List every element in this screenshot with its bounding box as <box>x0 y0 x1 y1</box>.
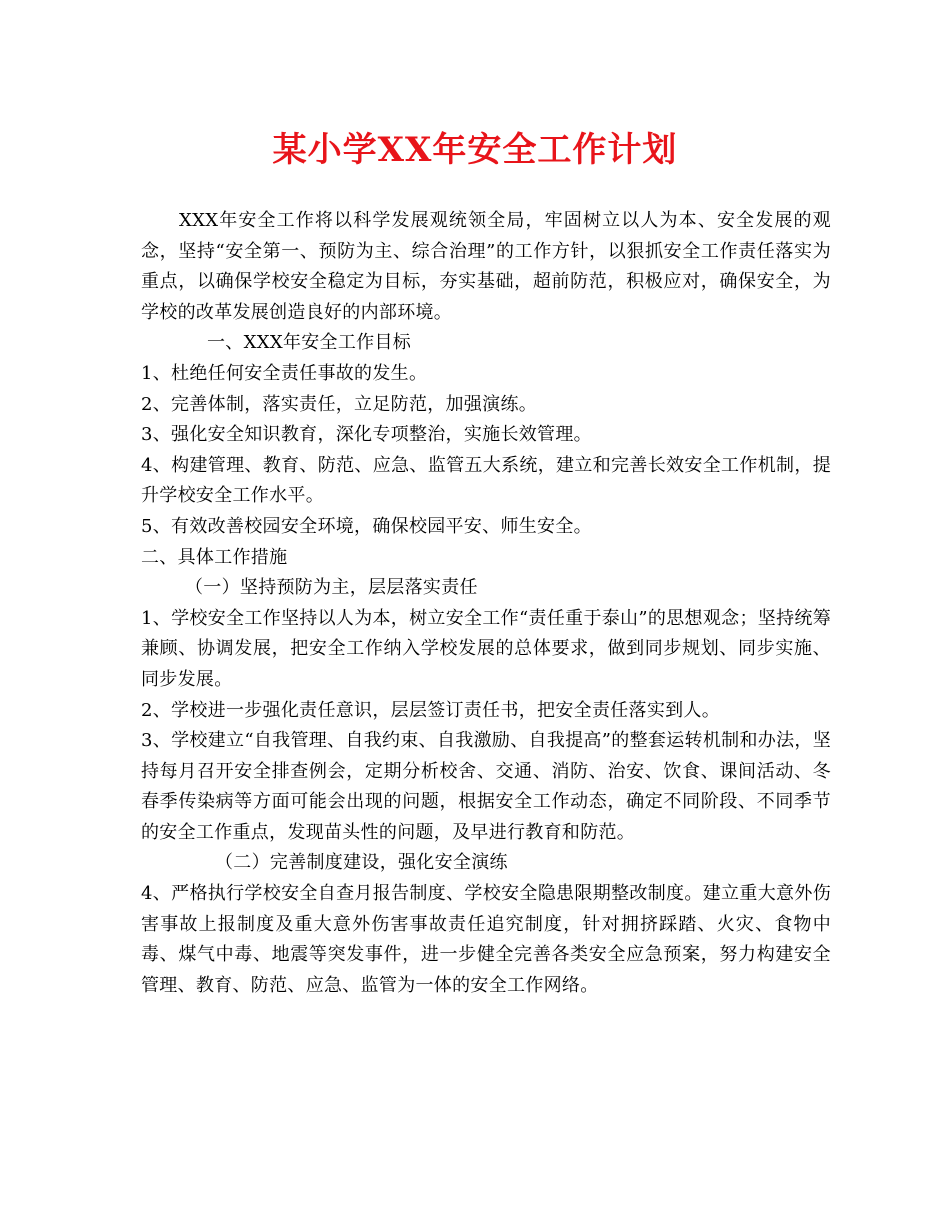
goal-item: 2、完善体制，落实责任，立足防范，加强演练。 <box>141 393 538 415</box>
goal-item: 1、杜绝任何安全责任事故的发生。 <box>141 362 428 384</box>
goal-item: 4、构建管理、教育、防范、应急、监管五大系统，建立和完善长效安全工作机制，提升学校安全工作水平。 <box>141 454 831 507</box>
section-heading-goals: 一、XXX年安全工作目标 <box>207 332 412 354</box>
measure-item: 4、严格执行学校安全自查月报告制度、学校安全隐患限期整改制度。建立重大意外伤害事故上报制度及重大意外伤害事故责任追究制度，针对拥挤踩踏、火灾、食物中毒、煤气中毒、地震等突发事件，进一步健全完善各类安全应急预案，努力构建安全管理、教育、防范、应急、监管为一体的安全工作网络。 <box>141 883 831 996</box>
measure-item: 1、学校安全工作坚持以人为本，树立安全工作“责任重于泰山”的思想观念；坚持统筹兼顾、协调发展，把安全工作纳入学校发展的总体要求，做到同步规划、同步实施、同步发展。 <box>141 607 831 690</box>
subsection-heading-system: （二）完善制度建设，强化安全演练 <box>215 852 508 874</box>
measure-item: 2、学校进一步强化责任意识，层层签订责任书，把安全责任落实到人。 <box>141 699 721 721</box>
section-heading-measures: 二、具体工作措施 <box>141 546 288 568</box>
measure-item: 3、学校建立“自我管理、自我约束、自我激励、自我提高”的整套运转机制和办法，坚持每月召开安全排查例会，定期分析校舍、交通、消防、治安、饮食、课间活动、冬春季传染病等方面可能会出现的问题，根据安全工作动态，确定不同阶段、不同季节的安全工作重点，发现苗头性的问题，及早进行教育和防范。 <box>141 730 831 843</box>
intro-paragraph: XXX年安全工作将以科学发展观统领全局，牢固树立以人为本、安全发展的观念，坚持“安全第一、预防为主、综合治理”的工作方针，以狠抓安全工作责任落实为重点，以确保学校安全稳定为目标，夯实基础，超前防范，积极应对，确保安全，为学校的改革发展创造良好的内部环境。 <box>141 210 831 323</box>
goal-item: 5、有效改善校园安全环境，确保校园平安、师生安全。 <box>141 515 592 537</box>
goal-item: 3、强化安全知识教育，深化专项整治，实施长效管理。 <box>141 424 592 446</box>
document-title: 某小学XX年安全工作计划 <box>272 130 678 170</box>
subsection-heading-prevention: （一）坚持预防为主，层层落实责任 <box>185 577 478 599</box>
document-body <box>141 206 831 1001</box>
